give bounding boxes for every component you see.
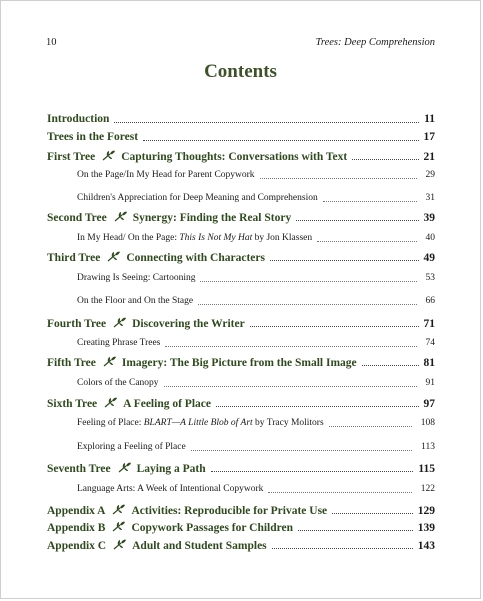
page-title: Contents (204, 61, 277, 82)
toc-page-number: 74 (425, 338, 435, 348)
subentry-lead: In My Head/ On the Page: (77, 233, 180, 243)
toc-entry-appendix-c[interactable] (47, 538, 435, 552)
toc-page-number: 29 (425, 170, 435, 180)
toc-tree-label: Fourth Tree (47, 318, 107, 330)
dot-leader (114, 122, 419, 123)
toc-page-number: 49 (423, 252, 435, 264)
toc-page-number: 113 (421, 442, 435, 452)
toc-page-number: 40 (425, 233, 435, 243)
dot-leader (164, 386, 417, 387)
subentry-lead: Feeling of Place: (77, 418, 144, 428)
toc-section-title: Adult and Student Samples (132, 540, 267, 552)
dot-leader (296, 220, 418, 221)
toc-page-number: 115 (418, 463, 435, 475)
toc-subentry-text: Drawing Is Seeing: Cartooning (77, 273, 196, 283)
toc-section-title: Activities: Reproducible for Private Use (131, 505, 328, 517)
dot-leader (216, 406, 419, 407)
dot-leader (268, 492, 411, 493)
toc-tree-label: First Tree (47, 151, 96, 163)
dot-leader (317, 241, 416, 242)
toc-entry-fifth-tree[interactable] (47, 355, 435, 369)
subentry-tail: by Jon Klassen (252, 233, 313, 243)
toc-tree-label: Seventh Tree (47, 463, 111, 475)
toc-subentry[interactable] (47, 484, 435, 494)
dot-leader (165, 346, 416, 347)
toc-section-title: Discovering the Writer (132, 318, 245, 330)
toc-page-number: 91 (425, 378, 435, 388)
toc-subentry[interactable] (47, 296, 435, 306)
toc-subentry[interactable] (47, 418, 435, 428)
toc-entry-seventh-tree[interactable] (47, 461, 435, 475)
toc-subentry[interactable] (47, 170, 435, 180)
toc-entry-fourth-tree[interactable] (47, 316, 435, 330)
toc-page-number: 11 (424, 113, 435, 125)
dot-leader (211, 471, 414, 472)
dot-leader (323, 201, 417, 202)
toc-tree-label: Fifth Tree (47, 357, 96, 369)
toc-subentry-text (77, 418, 324, 428)
toc-subentry-text: Colors of the Canopy (77, 378, 159, 388)
toc-entry-third-tree[interactable] (47, 250, 435, 264)
leaf-sprig-icon (103, 356, 117, 367)
toc-page-number: 21 (423, 151, 435, 163)
toc-subentry[interactable] (47, 233, 435, 243)
toc-subentry[interactable] (47, 338, 435, 348)
dot-leader (198, 304, 416, 305)
toc-entry-label: Trees in the Forest (47, 131, 139, 143)
leaf-sprig-icon (114, 211, 128, 222)
toc-section-title: Connecting with Characters (126, 252, 265, 264)
toc-section-title: Laying a Path (136, 463, 206, 475)
toc-subentry[interactable] (47, 273, 435, 283)
toc-subentry[interactable] (47, 193, 435, 203)
toc-page-number: 31 (425, 193, 435, 203)
toc-section-title: Imagery: The Big Picture from the Small Image (121, 357, 357, 369)
toc-subentry-text: On the Floor and On the Stage (77, 296, 194, 306)
leaf-sprig-icon (107, 251, 121, 262)
leaf-sprig-icon (104, 397, 118, 408)
toc-entry-sixth-tree[interactable] (47, 396, 435, 410)
dot-leader (329, 426, 412, 427)
book-title: BLART—A Little Blob of Art (143, 418, 253, 428)
dot-leader (272, 548, 413, 549)
leaf-sprig-icon (113, 539, 127, 550)
toc-page-number: 143 (417, 540, 435, 552)
toc-tree-label: Third Tree (47, 252, 101, 264)
dot-leader (260, 178, 417, 179)
dot-leader (200, 281, 416, 282)
leaf-sprig-icon (118, 462, 132, 473)
toc-entry-appendix-b[interactable] (47, 520, 435, 534)
toc-subentry-text: Language Arts: A Week of Intentional Copywork (77, 484, 264, 494)
toc-tree-label: Appendix B (47, 522, 106, 534)
toc-subentry-text: Children's Appreciation for Deep Meaning and Comprehension (77, 193, 318, 203)
toc-subentry-text: Exploring a Feeling of Place (77, 442, 186, 452)
running-title: Trees: Deep Comprehension (315, 37, 435, 48)
dot-leader (250, 326, 419, 327)
leaf-sprig-icon (102, 150, 116, 161)
toc-tree-label: Appendix A (47, 505, 106, 517)
toc-entry-first-tree[interactable] (47, 149, 435, 163)
toc-section-title: Synergy: Finding the Real Story (132, 212, 292, 224)
leaf-sprig-icon (112, 504, 126, 515)
toc-page-number: 66 (425, 296, 435, 306)
toc-entry-trees-in-the-forest[interactable] (47, 131, 435, 143)
leaf-sprig-icon (113, 317, 127, 328)
toc-page-number: 39 (423, 212, 435, 224)
toc-subentry[interactable] (47, 378, 435, 388)
toc-tree-label: Second Tree (47, 212, 107, 224)
toc-page-number: 17 (423, 131, 435, 143)
dot-leader (352, 159, 418, 160)
dot-leader (191, 450, 412, 451)
dot-leader (332, 513, 413, 514)
dot-leader (270, 260, 419, 261)
toc-entry-introduction[interactable] (47, 113, 435, 125)
toc-entry-label: Introduction (47, 113, 110, 125)
toc-entry-second-tree[interactable] (47, 210, 435, 224)
toc-page-number: 81 (423, 357, 435, 369)
toc-section-title: Capturing Thoughts: Conversations with Text (121, 151, 348, 163)
toc-section-title: A Feeling of Place (123, 398, 211, 410)
dot-leader (362, 365, 419, 366)
dot-leader (298, 530, 413, 531)
page-number: 10 (46, 37, 57, 48)
toc-subentry-text (77, 233, 312, 243)
toc-subentry[interactable] (47, 442, 435, 452)
leaf-sprig-icon (112, 521, 126, 532)
toc-page-number: 139 (417, 522, 435, 534)
toc-section-title: Copywork Passages for Children (131, 522, 294, 534)
toc-page-number: 108 (420, 418, 435, 428)
toc-subentry-text: Creating Phrase Trees (77, 338, 161, 348)
toc-page-number: 129 (417, 505, 435, 517)
dot-leader (143, 140, 418, 141)
toc-subentry-text: On the Page/In My Head for Parent Copywork (77, 170, 255, 180)
toc-page-number: 97 (423, 398, 435, 410)
book-title: This Is Not My Hat (179, 233, 253, 243)
toc-tree-label: Sixth Tree (47, 398, 98, 410)
toc-page-number: 53 (425, 273, 435, 283)
toc-tree-label: Appendix C (47, 540, 107, 552)
toc-page-number: 71 (423, 318, 435, 330)
toc-entry-appendix-a[interactable] (47, 503, 435, 517)
subentry-tail: by Tracy Molitors (252, 418, 324, 428)
toc-page-number: 122 (420, 484, 435, 494)
